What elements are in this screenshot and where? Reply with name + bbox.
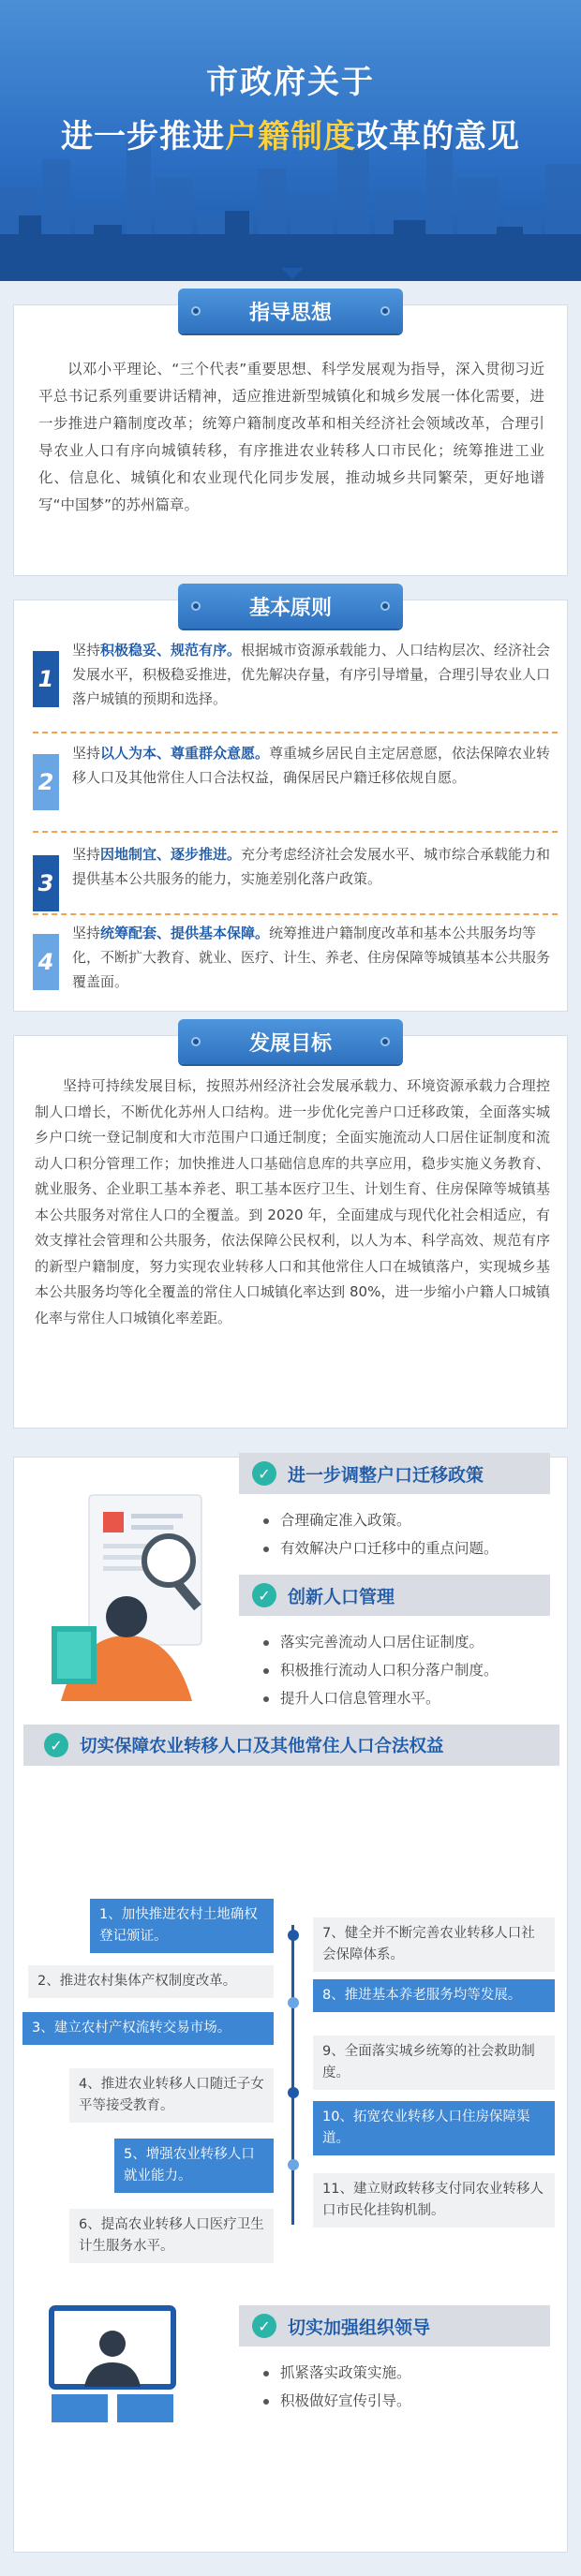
- timeline-item-4: 4、推进农业转移人口随迁子女平等接受教育。: [69, 2068, 274, 2123]
- pill-dot-left: [191, 306, 201, 316]
- measure-heading-1: [239, 1453, 550, 1494]
- principles-heading: [178, 584, 403, 629]
- timeline-axis: [291, 1925, 294, 2225]
- measure-1-item: 有效解决户口迁移中的重点问题。: [263, 1537, 499, 1558]
- timeline-dot: [288, 1930, 299, 1941]
- principles-title: 基本原则: [248, 596, 332, 620]
- principle-item-2: [33, 741, 558, 831]
- principle-item-4: [33, 921, 558, 1011]
- dashed-divider: [33, 732, 558, 733]
- goals-heading: [178, 1019, 403, 1064]
- timeline-item-11: 11、建立财政转移支付同农业转移人口市民化挂钩机制。: [313, 2173, 555, 2228]
- principle-pre: 坚持: [72, 642, 101, 659]
- timeline-item-10: 10、拓宽农业转移人口住房保障渠道。: [313, 2101, 555, 2155]
- goals-section: [13, 1031, 568, 1429]
- principle-body: 根据城市资源承载能力、人口结构层次、经济社会发展水平，积极稳妥推进，优先解决存量，有序引导增量，合理引导农业人口落户城镇的预期和选择。: [72, 642, 551, 707]
- timeline-item-2: 2、推进农村集体产权制度改革。: [28, 1965, 274, 1998]
- principle-text: [72, 638, 558, 711]
- measure-2-item: 落实完善流动人口居住证制度。: [263, 1631, 484, 1651]
- check-icon: ✓: [252, 2314, 276, 2338]
- principle-item-1: [33, 638, 558, 728]
- header-banner: [0, 0, 581, 281]
- principle-text: [72, 741, 558, 790]
- pill-dot-left: [191, 1037, 201, 1046]
- principle-key: 积极稳妥、规范有序。: [100, 642, 242, 659]
- title-highlight: 户籍制度: [225, 118, 356, 155]
- timeline-item-8: 8、推进基本养老服务均等发展。: [313, 1979, 555, 2012]
- check-icon: ✓: [44, 1733, 68, 1757]
- measure-title-2: 创新人口管理: [288, 1586, 395, 1607]
- pill-dot-right: [380, 306, 390, 316]
- principle-number: 3: [33, 855, 59, 911]
- principle-text: [72, 921, 558, 994]
- measure-2-item: 积极推行流动人口积分落户制度。: [263, 1659, 499, 1680]
- principle-text: [72, 842, 558, 891]
- guideline-text: 以邓小平理论、“三个代表”重要思想、科学发展观为指导，深入贯彻习近平总书记系列重要讲话精神，适应推进新型城镇化和城乡发展一体化需要，进一步推进户籍制度改革；统筹户籍制度改革和相关经济社会领域改革，合理引导农业人口有序向城镇转移，有序推进农业转移人口市民化；统筹推进工业化、信息化、城镇化和农业现代化同步发展，推动城乡共同繁荣，更好地谱写“中国梦”的苏州篇章。: [38, 361, 544, 513]
- timeline-dot: [288, 2159, 299, 2170]
- principles-section: [13, 596, 568, 1012]
- timeline-item-6: 6、提高农业转移人口医疗卫生计生服务水平。: [69, 2209, 274, 2263]
- measure-1-item: 合理确定准入政策。: [263, 1509, 411, 1530]
- goals-text: 坚持可持续发展目标，按照苏州经济社会发展承载力、环境资源承载力合理控制人口增长，不断优化苏州人口结构。进一步优化完善户口迁移政策，全面落实城乡户口统一登记制度和大市范围户口通迁制度；全面实施流动人口居住证制度和流动人口积分管理工作；加快推进人口基础信息库的共享应用，稳步实施义务教育、就业服务、企业职工基本养老、职工基本医疗卫生、计划生育、住房保障等城镇基本公共服务对常住人口的全覆盖。到 2020 年，全面建成与现代化社会相适应，有效支撑社会管理和公共服务，依法保障公民权利，以人为本、科学高效、规范有序的新型户籍制度，努力实现农业转移人口和其他常住人口在城镇落户，实现城乡基本公共服务均等化全覆盖的常住人口城镇化率达到 80%，进一步缩小户籍人口城镇化率与常住人口城镇化率差距。: [35, 1077, 550, 1326]
- pill-dot-right: [380, 601, 390, 611]
- pill-dot-right: [380, 1037, 390, 1046]
- guideline-title: 指导思想: [248, 301, 332, 325]
- measure-2-item: 提升人口信息管理水平。: [263, 1687, 440, 1708]
- measure-title-4: 切实加强组织领导: [288, 2317, 431, 2338]
- check-icon: ✓: [252, 1461, 276, 1486]
- principle-number: 4: [33, 934, 59, 990]
- measure-title-1: 进一步调整户口迁移政策: [288, 1464, 484, 1486]
- title-prefix: 进一步推进: [61, 118, 225, 155]
- page-title-line2: [0, 111, 581, 156]
- principle-key: 统筹配套、提供基本保障。: [100, 925, 270, 941]
- principle-item-3: [33, 842, 558, 932]
- presentation-illustration: [42, 2301, 183, 2422]
- dashed-divider: [33, 913, 558, 915]
- principle-number: 1: [33, 651, 59, 707]
- timeline-dot: [288, 2087, 299, 2098]
- check-icon: ✓: [252, 1583, 276, 1607]
- timeline-item-3: 3、建立农村产权流转交易市场。: [22, 2012, 274, 2045]
- principle-number: 2: [33, 754, 59, 810]
- dashed-divider: [33, 831, 558, 833]
- timeline-item-1: 1、加快推进农村土地确权登记颁证。: [90, 1899, 274, 1953]
- principle-key: 因地制宜、逐步推进。: [100, 846, 242, 863]
- title-suffix: 改革的意见: [356, 118, 520, 155]
- measure-4-item: 积极做好宣传引导。: [263, 2390, 411, 2410]
- pill-dot-left: [191, 601, 201, 611]
- research-illustration: [52, 1486, 230, 1701]
- principle-pre: 坚持: [72, 925, 101, 941]
- principle-pre: 坚持: [72, 846, 101, 863]
- principle-pre: 坚持: [72, 745, 101, 762]
- guideline-section: [13, 301, 568, 576]
- timeline-dot: [288, 1997, 299, 2008]
- measure-heading-3: [23, 1725, 559, 1766]
- measure-4-item: 抓紧落实政策实施。: [263, 2361, 411, 2382]
- timeline-item-5: 5、增强农业转移人口就业能力。: [114, 2139, 274, 2193]
- timeline-item-7: 7、健全并不断完善农业转移人口社会保障体系。: [313, 1917, 555, 1972]
- guideline-heading: [178, 289, 403, 333]
- principle-key: 以人为本、尊重群众意愿。: [100, 745, 270, 762]
- measure-title-3: 切实保障农业转移人口及其他常住人口合法权益: [80, 1737, 444, 1756]
- measure-heading-4: [239, 2305, 550, 2347]
- principle-body: 尊重城乡居民自主定居意愿，依法保障农业转移人口及其他常住人口合法权益，确保居民户籍迁移依规自愿。: [72, 745, 551, 786]
- principle-body: 充分考虑经济社会发展水平、城市综合承载能力和提供基本公共服务的能力，实施差别化落户政策。: [72, 846, 551, 887]
- timeline-item-9: 9、全面落实城乡统筹的社会救助制度。: [313, 2036, 555, 2090]
- principle-body: 统筹推进户籍制度改革和基本公共服务均等化，不断扩大教育、就业、医疗、计生、养老、住房保障等城镇基本公共服务覆盖面。: [72, 925, 551, 990]
- page-title-line1: 市政府关于: [206, 64, 375, 101]
- measure-heading-2: [239, 1575, 550, 1616]
- goals-title: 发展目标: [248, 1031, 332, 1056]
- header-notch: [281, 268, 304, 279]
